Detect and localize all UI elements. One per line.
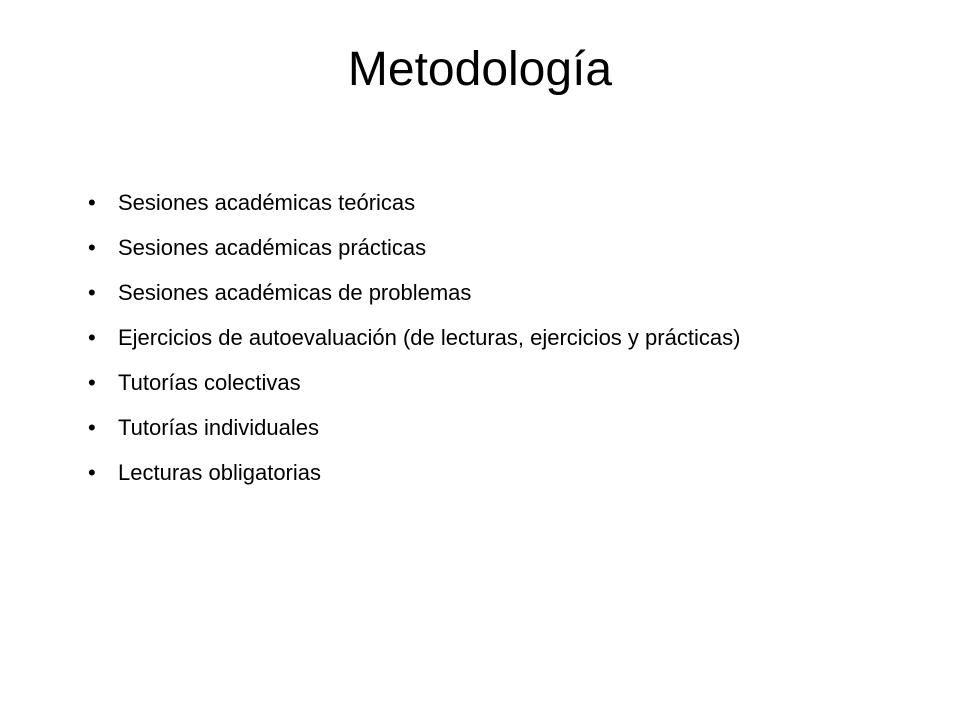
bullet-icon: • (88, 415, 96, 440)
list-item (82, 456, 842, 490)
list-item (82, 276, 842, 310)
list-item-text: Sesiones académicas de problemas (118, 280, 472, 305)
list-item (82, 231, 842, 265)
list-item-text: Sesiones académicas teóricas (118, 190, 416, 215)
list-item (82, 321, 842, 355)
slide-title: Metodología (347, 43, 613, 96)
bullet-icon: • (88, 235, 96, 260)
bullet-icon: • (88, 280, 96, 305)
list-item-text: Sesiones académicas prácticas (118, 235, 427, 260)
bullet-icon: • (88, 325, 96, 350)
bullet-icon: • (88, 370, 96, 395)
bullet-list (82, 186, 842, 501)
bullet-icon: • (88, 190, 96, 215)
list-item-text: Lecturas obligatorias (118, 460, 322, 485)
list-item (82, 186, 842, 220)
list-item-text: Tutorías colectivas (118, 370, 301, 395)
list-item-text: Tutorías individuales (118, 415, 319, 440)
list-item (82, 366, 842, 400)
list-item-text: Ejercicios de autoevaluación (de lecturas, ejercicios y prácticas) (118, 325, 741, 350)
bullet-icon: • (88, 460, 96, 485)
list-item (82, 411, 842, 445)
